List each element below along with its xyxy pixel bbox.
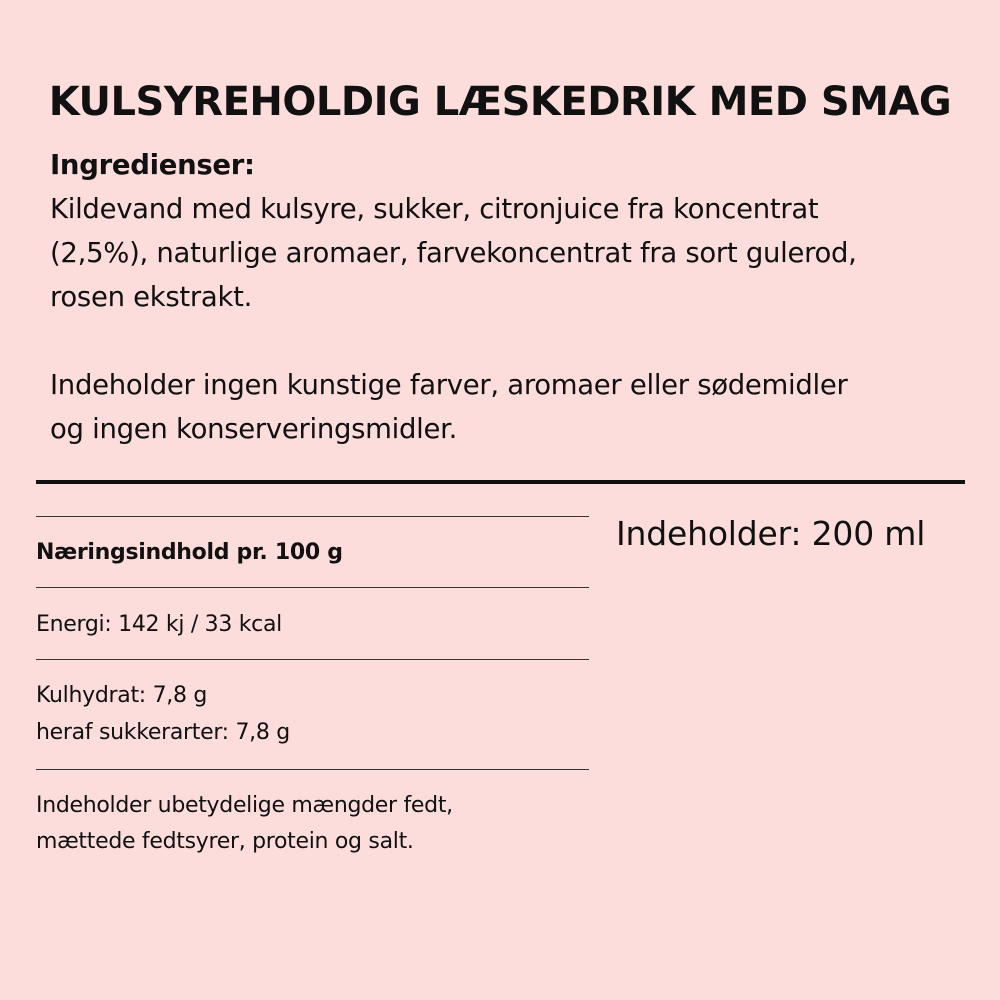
section-divider	[36, 480, 965, 484]
ingredients-line: (2,5%), naturlige aromaer, farvekoncentrat fra sort gulerod,	[50, 237, 857, 269]
nutrition-rule	[36, 659, 589, 660]
nutrition-rule	[36, 516, 589, 517]
ingredients-line: rosen ekstrakt.	[50, 281, 253, 313]
nutrition-sugars: heraf sukkerarter: 7,8 g	[36, 720, 290, 745]
nutrition-energy: Energi: 142 kj / 33 kcal	[36, 612, 282, 637]
ingredients-section	[50, 143, 970, 451]
nutrition-rule	[36, 587, 589, 588]
nutrition-note-line: Indeholder ubetydelige mængder fedt,	[36, 793, 453, 818]
nutrition-rule	[36, 769, 589, 770]
ingredients-note-line: Indeholder ingen kunstige farver, aromaer eller sødemidler	[50, 369, 848, 401]
ingredients-note-line: og ingen konserveringsmidler.	[50, 413, 458, 445]
ingredients-heading: Ingredienser:	[50, 149, 255, 181]
nutrition-heading: Næringsindhold pr. 100 g	[36, 540, 343, 565]
paragraph-spacer	[50, 319, 970, 363]
nutrition-carbohydrate: Kulhydrat: 7,8 g	[36, 683, 208, 708]
nutrition-note-line: mættede fedtsyrer, protein og salt.	[36, 829, 414, 854]
net-contents: Indeholder: 200 ml	[616, 514, 926, 553]
ingredients-line: Kildevand med kulsyre, sukker, citronjuice fra koncentrat	[50, 193, 819, 225]
product-title: KULSYREHOLDIG LÆSKEDRIK MED SMAG	[48, 79, 952, 125]
